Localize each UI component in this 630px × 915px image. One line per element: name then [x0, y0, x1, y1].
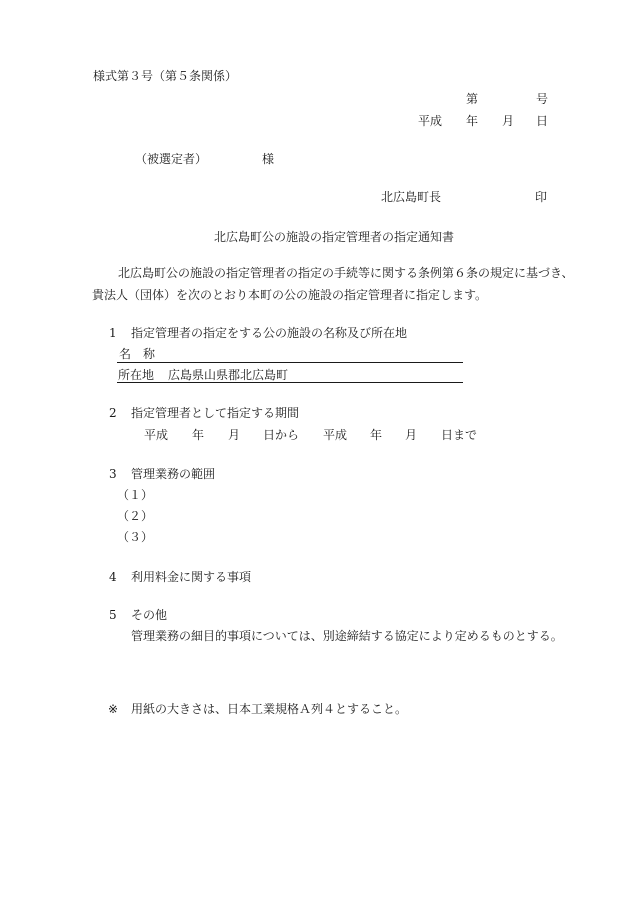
period-end-day: 日まで [441, 428, 478, 442]
section-2-title: 指定管理者として指定する期間 [131, 406, 300, 420]
scope-item-1: （１） [117, 488, 154, 502]
scope-item-3: （３） [117, 530, 154, 544]
document-title: 北広島町公の施設の指定管理者の指定通知書 [214, 230, 455, 244]
doc-number-dai: 第 [466, 92, 479, 106]
section-4-number: 4 [109, 570, 117, 584]
date-year: 年 [466, 114, 479, 128]
period-start-year: 年 [192, 428, 205, 442]
body-line-2: 貴法人（団体）を次のとおり本町の公の施設の指定管理者に指定します。 [92, 288, 488, 302]
period-start-day: 日から [263, 428, 300, 442]
scope-item-2: （２） [117, 509, 154, 523]
facility-location-label: 所在地 [118, 368, 155, 382]
facility-name-underline [117, 362, 463, 363]
section-5-title: その他 [131, 608, 168, 622]
body-line-1: 北広島町公の施設の指定管理者の指定の手続等に関する条例第６条の規定に基づき、 [118, 266, 574, 280]
doc-number-go: 号 [536, 92, 549, 106]
date-month: 月 [502, 114, 515, 128]
section-5-number: 5 [109, 608, 117, 622]
issuer-name: 北広島町長 [381, 190, 442, 204]
period-end-era: 平成 [323, 428, 348, 442]
period-end-month: 月 [405, 428, 418, 442]
facility-location-underline [117, 382, 463, 383]
period-start-era: 平成 [144, 428, 169, 442]
section-5-text: 管理業務の細目的事項については、別途締結する協定により定めるものとする。 [131, 629, 563, 643]
issuer-seal: 印 [535, 190, 548, 204]
section-1-number: 1 [109, 326, 117, 340]
period-end-year: 年 [370, 428, 383, 442]
section-3-number: 3 [109, 467, 117, 481]
date-day: 日 [536, 114, 549, 128]
addressee-sama: 様 [262, 152, 275, 166]
form-label: 様式第３号（第５条関係） [93, 69, 238, 83]
section-1-title: 指定管理者の指定をする公の施設の名称及び所在地 [131, 326, 408, 340]
addressee-label: （被選定者） [135, 152, 208, 166]
period-start-month: 月 [228, 428, 241, 442]
section-3-title: 管理業務の範囲 [131, 467, 216, 481]
date-era: 平成 [418, 114, 443, 128]
section-2-number: 2 [109, 406, 117, 420]
note-text: 用紙の大きさは、日本工業規格Ａ列４とすること。 [131, 702, 408, 716]
section-4-title: 利用料金に関する事項 [131, 570, 252, 584]
note-mark: ※ [108, 702, 119, 716]
facility-location-value: 広島県山県郡北広島町 [168, 368, 289, 382]
facility-name-label: 名 称 [119, 347, 156, 361]
